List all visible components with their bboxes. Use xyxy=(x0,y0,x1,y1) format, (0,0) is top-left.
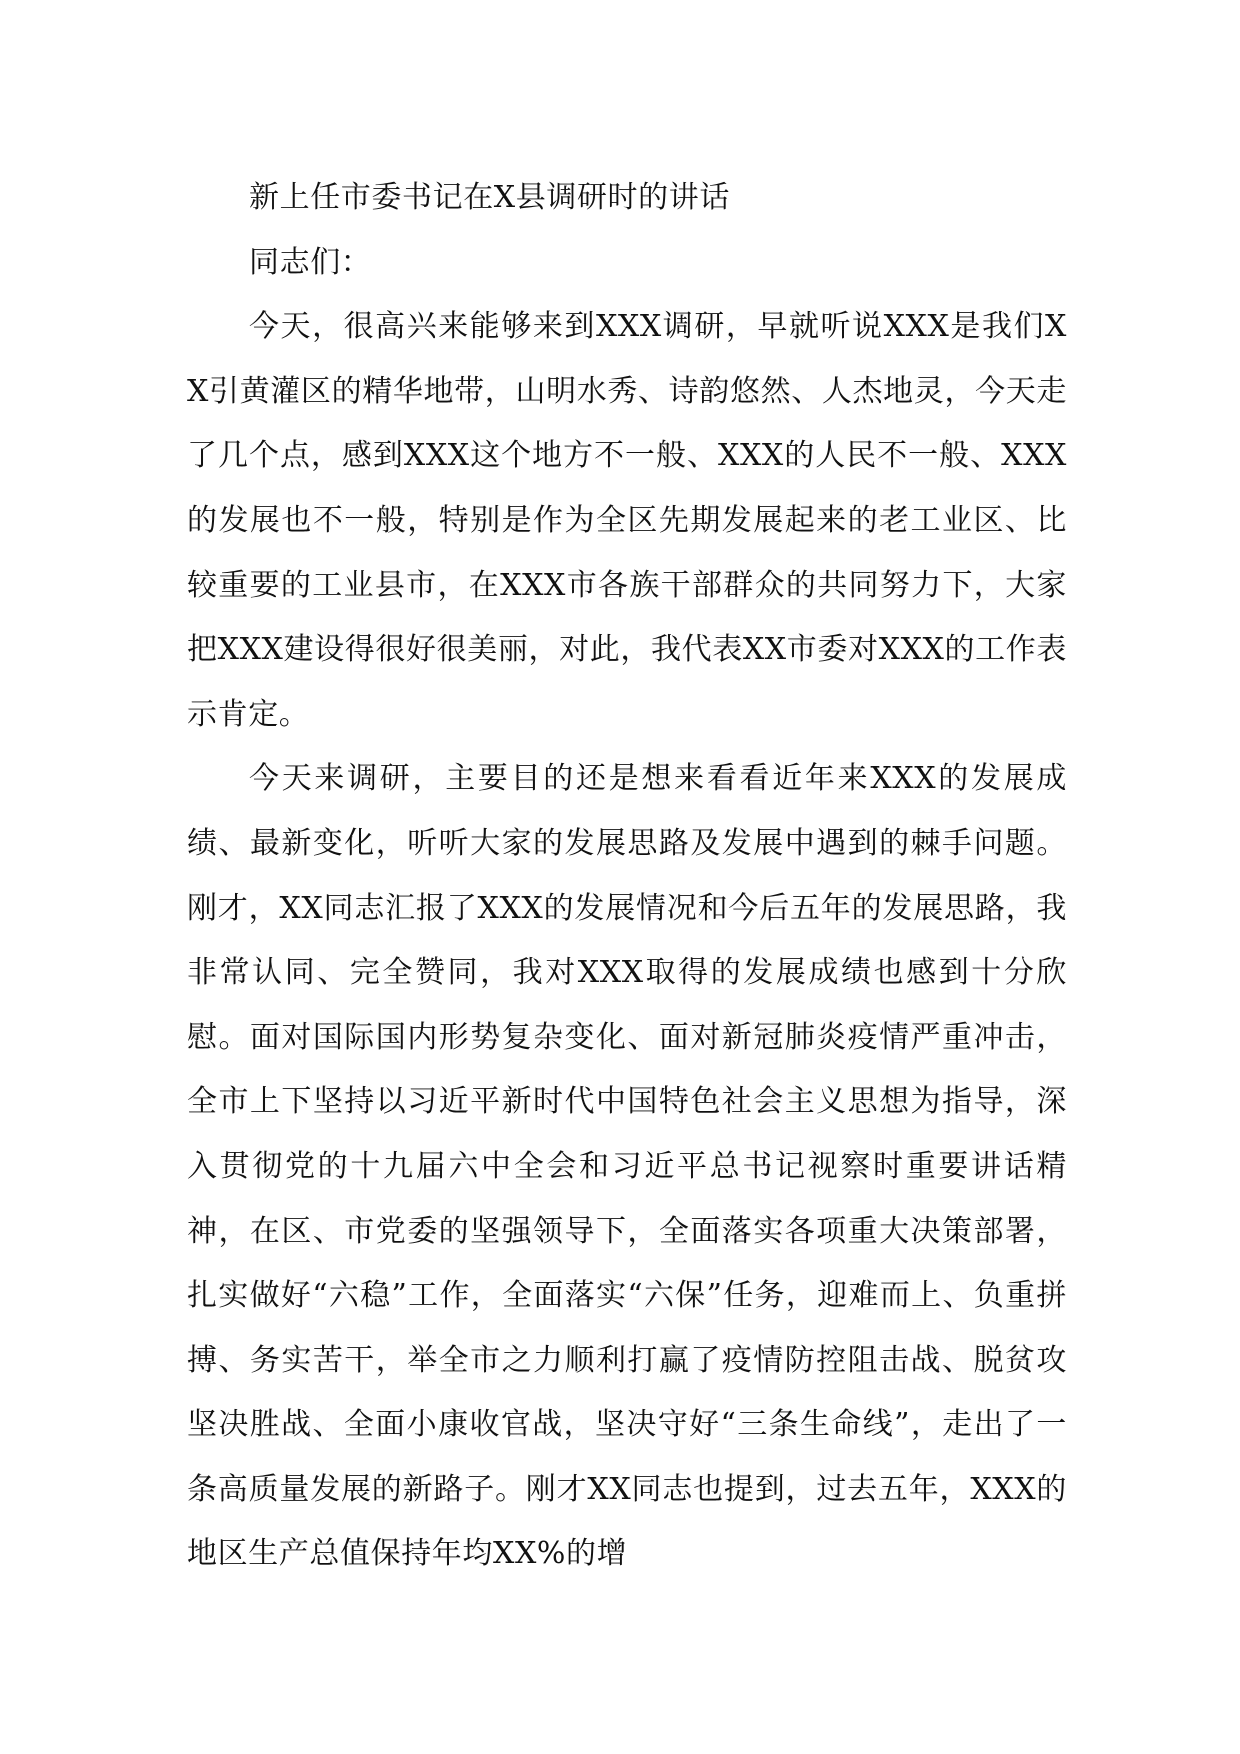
salutation: 同志们： xyxy=(249,244,372,280)
document-title: 新上任市委书记在X县调研时的讲话 xyxy=(249,180,730,215)
document-body xyxy=(187,166,1067,1587)
paragraph-2: 今天来调研，主要目的还是想来看看近年来XXX的发展成绩、最新变化，听听大家的发展思路及发展中遇到的棘手问题。刚才，XX同志汇报了XXX的发展情况和今后五年的发展思路，我非常认同、完全赞同，我对XXX取得的发展成绩也感到十分欣慰。面对国际国内形势复杂变化、面对新冠肺炎疫情严重冲击，全市上下坚持以习近平新时代中国特色社会主义思想为指导，深入贯彻党的十九届六中全会和习近平总书记视察时重要讲话精神，在区、市党委的坚强领导下，全面落实各项重大决策部署，扎实做好“六稳”工作，全面落实“六保”任务，迎难而上、负重拼搏、务实苦干，举全市之力顺利打赢了疫情防控阻击战、脱贫攻坚决胜战、全面小康收官战，坚决守好“三条生命线”，走出了一条高质量发展的新路子。刚才XX同志也提到，过去五年，XXX的地区生产总值保持年均XX%的增 xyxy=(187,761,1067,1572)
paragraph-1: 今天，很高兴来能够来到XXX调研，早就听说XXX是我们XX引黄灌区的精华地带，山明水秀、诗韵悠然、人杰地灵，今天走了几个点，感到XXX这个地方不一般、XXX的人民不一般、XXX的发展也不一般，特别是作为全区先期发展起来的老工业区、比较重要的工业县市，在XXX市各族干部群众的共同努力下，大家把XXX建设得很好很美丽，对此，我代表XX市委对XXX的工作表示肯定。 xyxy=(187,309,1067,732)
